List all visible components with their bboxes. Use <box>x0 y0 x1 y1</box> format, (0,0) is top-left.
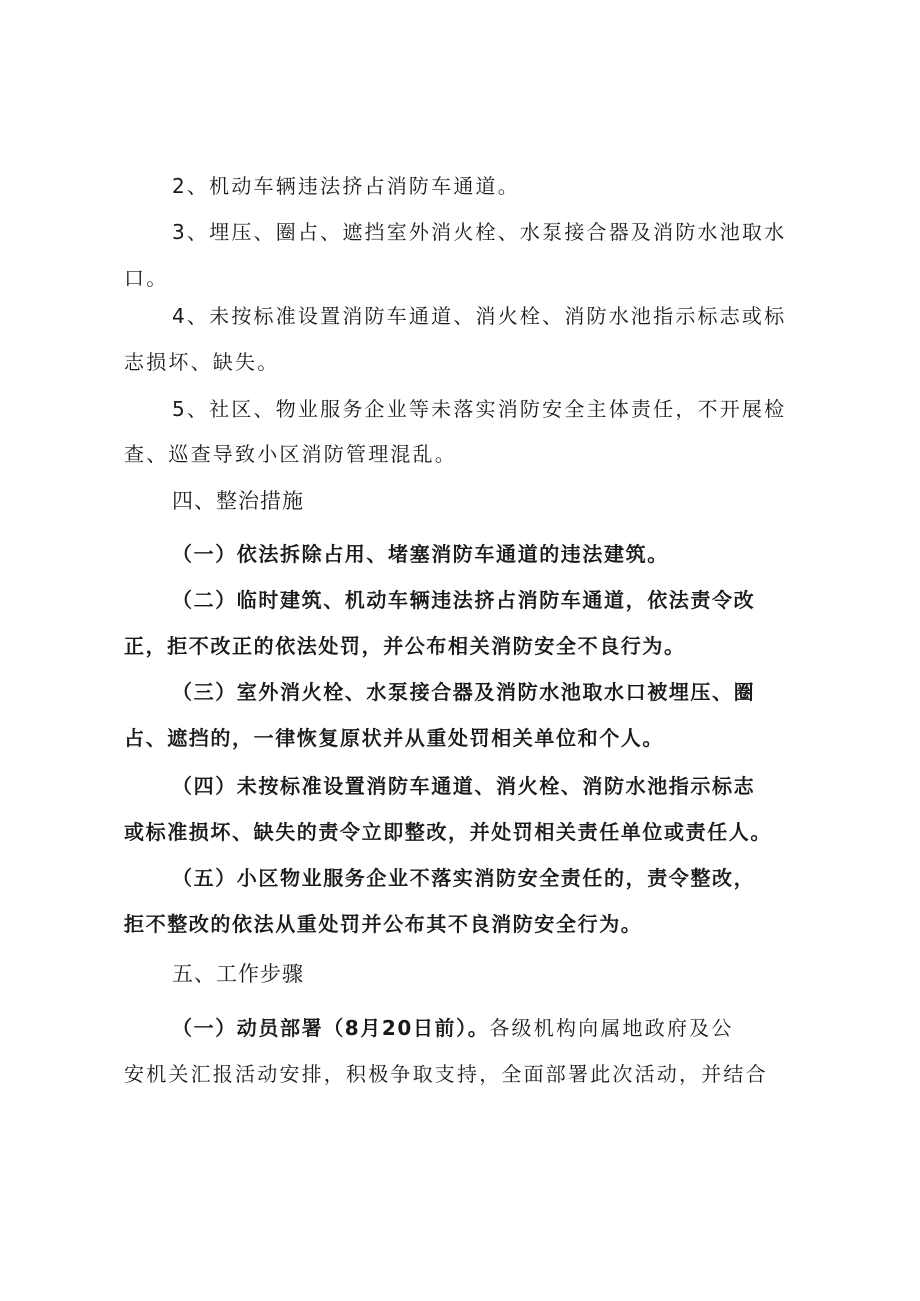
section-5-heading: 五、工作步骤 <box>172 962 304 986</box>
step-1-line-2: 安机关汇报活动安排，积极争取支持，全面部署此次活动，并结合 <box>124 1062 768 1086</box>
section-4-heading: 四、整治措施 <box>172 489 304 513</box>
measure-4-line-1: （四）未按标准设置消防车通道、消火栓、消防水池指示标志 <box>172 774 756 798</box>
measure-4-line-2: 或标准损坏、缺失的责令立即整改，并处罚相关责任单位或责任人。 <box>124 820 772 844</box>
item-3-line-2: 口。 <box>124 266 169 290</box>
step-1-title: （一）动员部署（8月20日前）。 <box>172 1016 490 1040</box>
item-5-line-2: 查、巡查导致小区消防管理混乱。 <box>124 442 457 466</box>
step-1-line-1 <box>172 1012 734 1041</box>
measure-3-line-1: （三）室外消火栓、水泵接合器及消防水池取水口被埋压、圈 <box>172 680 756 704</box>
measure-5-line-2: 拒不整改的依法从重处罚并公布其不良消防安全行为。 <box>124 912 643 936</box>
item-5-line-1: 5、社区、物业服务企业等未落实消防安全主体责任，不开展检 <box>172 397 787 421</box>
item-3-line-1: 3、埋压、圈占、遮挡室外消火栓、水泵接合器及消防水池取水 <box>172 220 787 244</box>
measure-2-line-2: 正，拒不改正的依法处罚，并公布相关消防安全不良行为。 <box>124 634 686 658</box>
measure-2-line-1: （二）临时建筑、机动车辆违法挤占消防车通道，依法责令改 <box>172 588 756 612</box>
item-4-line-1: 4、未按标准设置消防车通道、消火栓、消防水池指示标志或标 <box>172 304 787 328</box>
step-1-text: 各级机构向属地政府及公 <box>489 1016 734 1040</box>
item-4-line-2: 志损坏、缺失。 <box>124 350 280 374</box>
item-2-line-1: 2、机动车辆违法挤占消防车通道。 <box>172 174 520 198</box>
measure-3-line-2: 占、遮挡的，一律恢复原状并从重处罚相关单位和个人。 <box>124 726 664 750</box>
measure-5-line-1: （五）小区物业服务企业不落实消防安全责任的，责令整改， <box>172 866 756 890</box>
measure-1-line-1: （一）依法拆除占用、堵塞消防车通道的违法建筑。 <box>172 542 669 566</box>
